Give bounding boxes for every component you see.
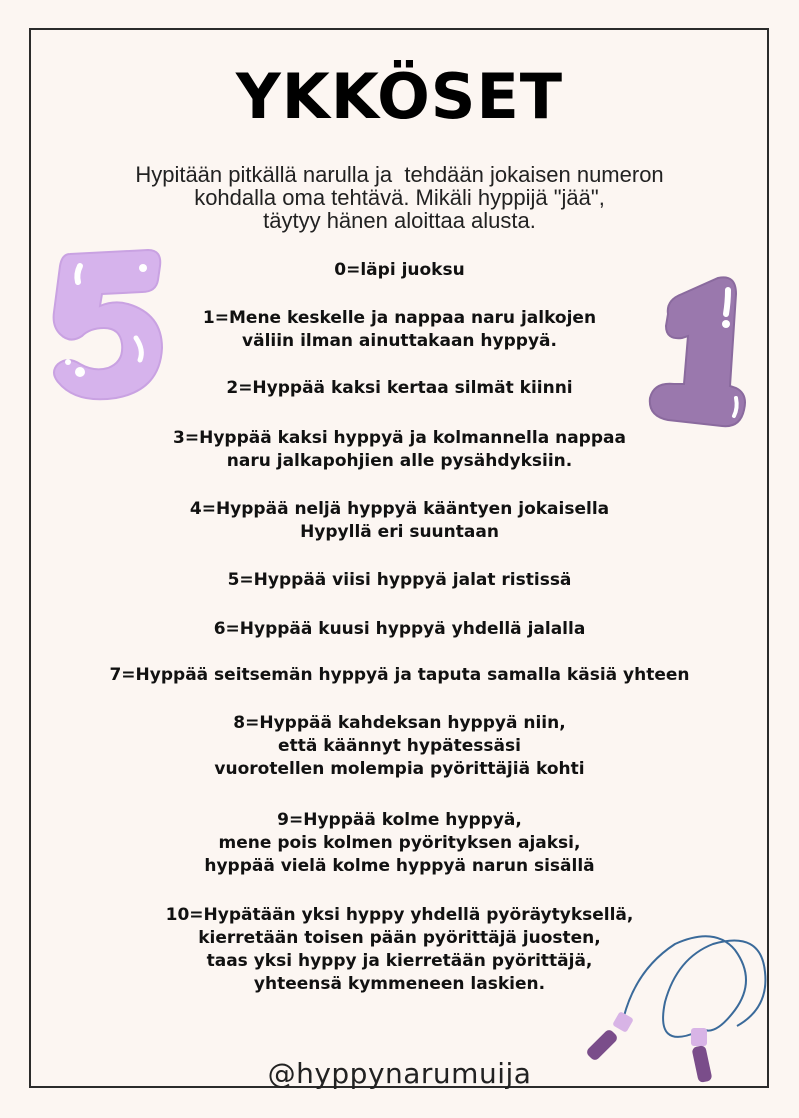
intro-paragraph [0,163,799,232]
rule-5 [0,569,799,592]
rule-line: 8=Hyppää kahdeksan hyppyä niin, [233,713,566,733]
rule-0 [0,259,799,282]
rule-9 [0,809,799,878]
rule-line: 5=Hyppää viisi hyppyä jalat ristissä [227,570,572,590]
rule-line: että käännyt hypätessäsi [278,736,521,756]
rule-7 [0,664,799,687]
rule-line: naru jalkapohjien alle pysähdyksiin. [226,451,573,471]
intro-line: täytyy hänen aloittaa alusta. [263,208,536,233]
rule-line: vuorotellen molempia pyörittäjiä kohti [214,759,585,779]
rule-2 [0,377,799,400]
rule-8 [0,712,799,781]
rule-line: kierretään toisen pään pyörittäjä juosten, [198,928,601,948]
rule-3 [0,427,799,473]
social-handle: @hyppynarumuija [267,1057,532,1090]
rule-line: taas yksi hyppy ja kierretään pyörittäjä, [206,951,593,971]
rule-line: 0=läpi juoksu [334,260,465,280]
rule-1 [0,307,799,353]
rule-6 [0,618,799,641]
rule-line: 6=Hyppää kuusi hyppyä yhdellä jalalla [213,619,586,639]
rule-4 [0,498,799,544]
rule-line: hyppää vielä kolme hyppyä narun sisällä [204,856,595,876]
intro-line: kohdalla oma tehtävä. Mikäli hyppijä "jää", [194,185,605,210]
rule-line: väliin ilman ainuttakaan hyppyä. [242,331,557,351]
rule-line: 10=Hypätään yksi hyppy yhdellä pyöräytyksellä, [165,905,634,925]
intro-line: Hypitään pitkällä narulla ja tehdään jokaisen numeron [135,162,664,187]
rule-line: 7=Hyppää seitsemän hyppyä ja taputa samalla käsiä yhteen [109,665,690,685]
rule-line: mene pois kolmen pyörityksen ajaksi, [218,833,581,853]
rule-line: Hypyllä eri suuntaan [300,522,499,542]
rule-line: 3=Hyppää kaksi hyppyä ja kolmannella nappaa [173,428,626,448]
rule-line: 2=Hyppää kaksi kertaa silmät kiinni [226,378,573,398]
rule-line: 9=Hyppää kolme hyppyä, [277,810,522,830]
rule-line: 4=Hyppää neljä hyppyä kääntyen jokaisella [189,499,610,519]
rule-line: yhteensä kymmeneen laskien. [253,974,546,994]
rule-10 [0,904,799,996]
page-title: YKKÖSET [235,60,564,133]
rule-line: 1=Mene keskelle ja nappaa naru jalkojen [202,308,597,328]
